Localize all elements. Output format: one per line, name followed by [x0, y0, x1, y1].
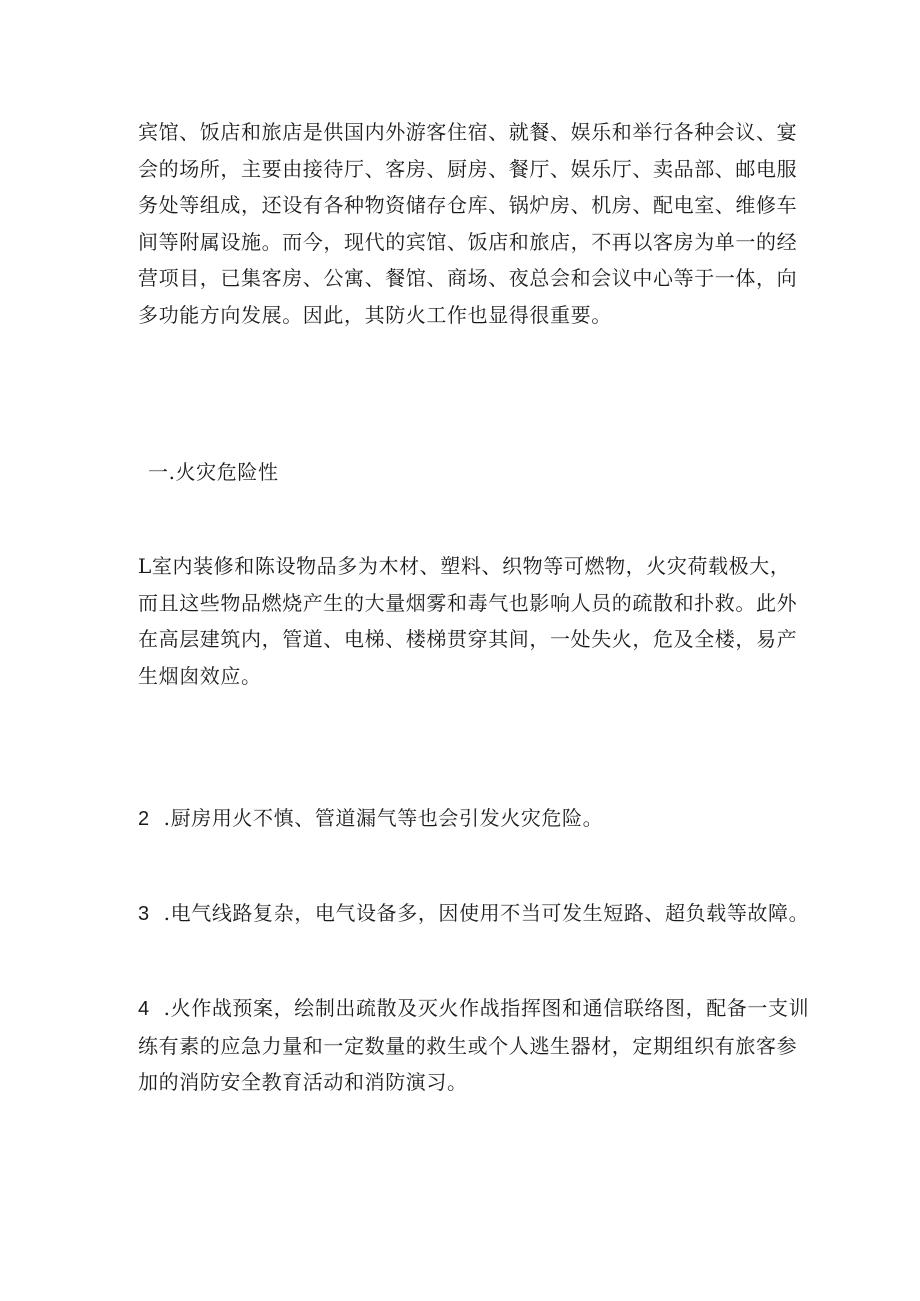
text-line: 而且这些物品燃烧产生的大量烟雾和毒气也影响人员的疏散和扑救。此外 — [138, 590, 798, 615]
text-line: 务处等组成，还设有各种物资储存仓库、锅炉房、机房、配电室、维修车 — [138, 193, 798, 217]
intro-paragraph — [138, 114, 798, 333]
section-heading — [148, 454, 808, 491]
text-line — [138, 895, 810, 933]
item-1-paragraph — [138, 548, 798, 694]
text-line: 会的场所，主要由接待厅、客房、厨房、餐厅、娱乐厅、卖品部、邮电服 — [138, 156, 798, 181]
text-line: 加的消防安全教育活动和消防演习。 — [138, 1070, 468, 1094]
item-number: 4 — [138, 998, 150, 1020]
section-heading-text: 一.火灾危险性 — [148, 460, 279, 484]
item-4-paragraph — [138, 990, 810, 1101]
text-line: 在高层建筑内，管道、电梯、楼梯贯穿其间，一处失火，危及全楼，易产 — [138, 627, 798, 651]
text-line — [138, 800, 798, 838]
item-text: .厨房用火不慎、管道漏气等也会引发火灾危险。 — [163, 806, 604, 830]
text-line: 生烟囱效应。 — [138, 663, 262, 688]
text-line: 宾馆、饭店和旅店是供国内外游客住宿、就餐、娱乐和举行各种会议、宴 — [138, 120, 798, 144]
item-3-paragraph — [138, 895, 810, 933]
item-2-paragraph — [138, 800, 798, 838]
text-line: L室内装修和陈设物品多为木材、塑料、织物等可燃物，火灾荷载极大， — [138, 554, 791, 578]
text-line: 多功能方向发展。因此，其防火工作也显得很重要。 — [138, 302, 612, 327]
item-number: 2 — [138, 808, 150, 830]
text-line: 营项目，已集客房、公寓、餐馆、商场、夜总会和会议中心等于一体，向 — [138, 266, 798, 290]
text-line — [138, 990, 810, 1028]
item-text: .电气线路复杂，电气设备多，因使用不当可发生短路、超负载等故障。 — [163, 901, 810, 925]
item-text: .火作战预案，绘制出疏散及灭火作战指挥图和通信联络图，配备一支训 — [163, 996, 810, 1020]
item-number: 3 — [138, 903, 150, 925]
text-line: 练有素的应急力量和一定数量的救生或个人逃生器材，定期组织有旅客参 — [138, 1033, 798, 1058]
text-line: 间等附属设施。而今，现代的宾馆、饭店和旅店，不再以客房为单一的经 — [138, 229, 798, 254]
